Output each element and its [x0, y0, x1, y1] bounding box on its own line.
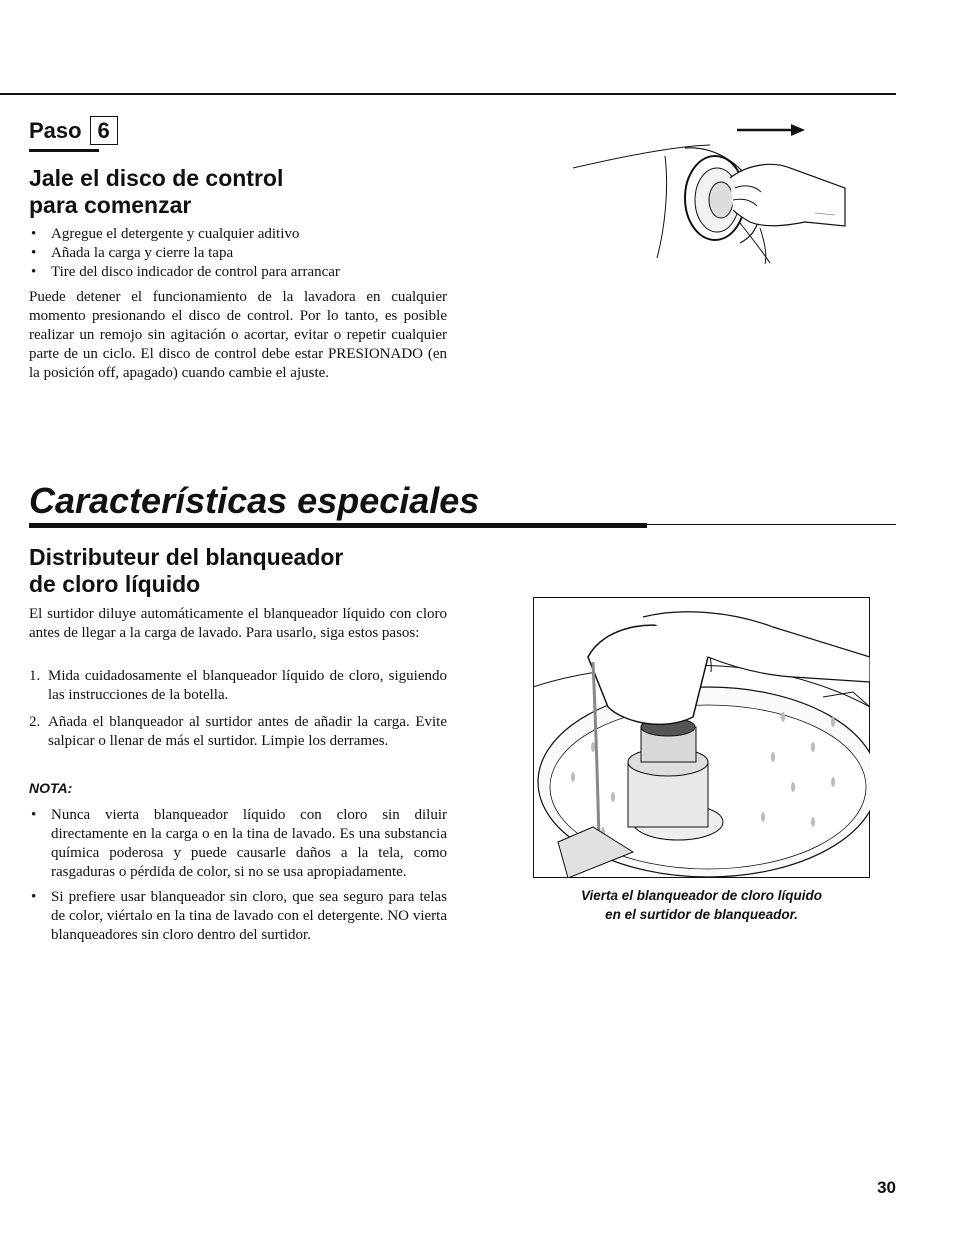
top-rule	[0, 93, 896, 95]
step-underline	[29, 149, 99, 152]
list-item: 2. Añada el blanqueador al surtidor antes de añadir la carga. Evite salpicar o llenar de más el surtidor. Limpie los derrames.	[29, 714, 447, 749]
nota-bullets	[29, 806, 447, 945]
control-dial-illustration	[565, 118, 855, 268]
list-item: • Nunca vierta blanqueador líquido con cloro sin diluir directamente en la carga o en la tina de lavado. Es una substancia química poderosa y puede causarle daños a la tela, como rasgaduras o pérdida de color, si no se usa apropiadamente.	[29, 806, 447, 882]
step-paragraph: Puede detener el funcionamiento de la lavadora en cualquier momento presionando el disco de control. Por lo tanto, es posible realizar un remojo sin agitación o acortar, evitar o repetir cualquier parte de un ciclo. El disco de control debe estar PRESIONADO (en la posición off, apagado) cuando cambie el ajuste.	[29, 289, 447, 381]
section-subheading-line1: Distributeur del blanqueador	[29, 544, 344, 570]
step-label: Paso	[29, 117, 82, 143]
section-title-rule	[29, 523, 647, 528]
step-heading	[29, 165, 283, 219]
figure-caption	[533, 886, 870, 924]
section-title-rule-thin	[647, 524, 896, 525]
list-item: • Si prefiere usar blanqueador sin cloro, que sea seguro para telas de color, viértalo en la tina de lavado con el detergente. NO vierta blanqueadores sin cloro dentro del surtidor.	[29, 888, 447, 945]
section-subheading-line2: de cloro líquido	[29, 571, 201, 597]
step-header	[29, 116, 118, 152]
list-item: • Añada la carga y cierre la tapa	[29, 244, 449, 263]
step-number-box: 6	[90, 116, 118, 145]
page-number: 30	[877, 1178, 896, 1197]
nota-label: NOTA:	[29, 780, 73, 796]
bleach-dispenser-illustration	[533, 597, 870, 878]
section-title: Características especiales	[29, 480, 480, 521]
section-intro: El surtidor diluye automáticamente el blanqueador líquido con cloro antes de llegar a la carga de lavado. Para usarlo, siga estos pasos:	[29, 606, 447, 641]
step-heading-line1: Jale el disco de control	[29, 165, 284, 191]
caption-line1: Vierta el blanqueador de cloro líquido	[580, 888, 823, 903]
section-subheading	[29, 544, 343, 598]
step-bullets	[29, 225, 449, 282]
caption-line2: en el surtidor de blanqueador.	[605, 907, 798, 922]
list-item: 1. Mida cuidadosamente el blanqueador líquido de cloro, siguiendo las instrucciones de la botella.	[29, 668, 447, 703]
instruction-steps	[29, 667, 447, 759]
list-item: • Tire del disco indicador de control para arrancar	[29, 263, 449, 282]
step-heading-line2: para comenzar	[29, 192, 192, 218]
list-item: • Agregue el detergente y cualquier aditivo	[29, 225, 449, 244]
